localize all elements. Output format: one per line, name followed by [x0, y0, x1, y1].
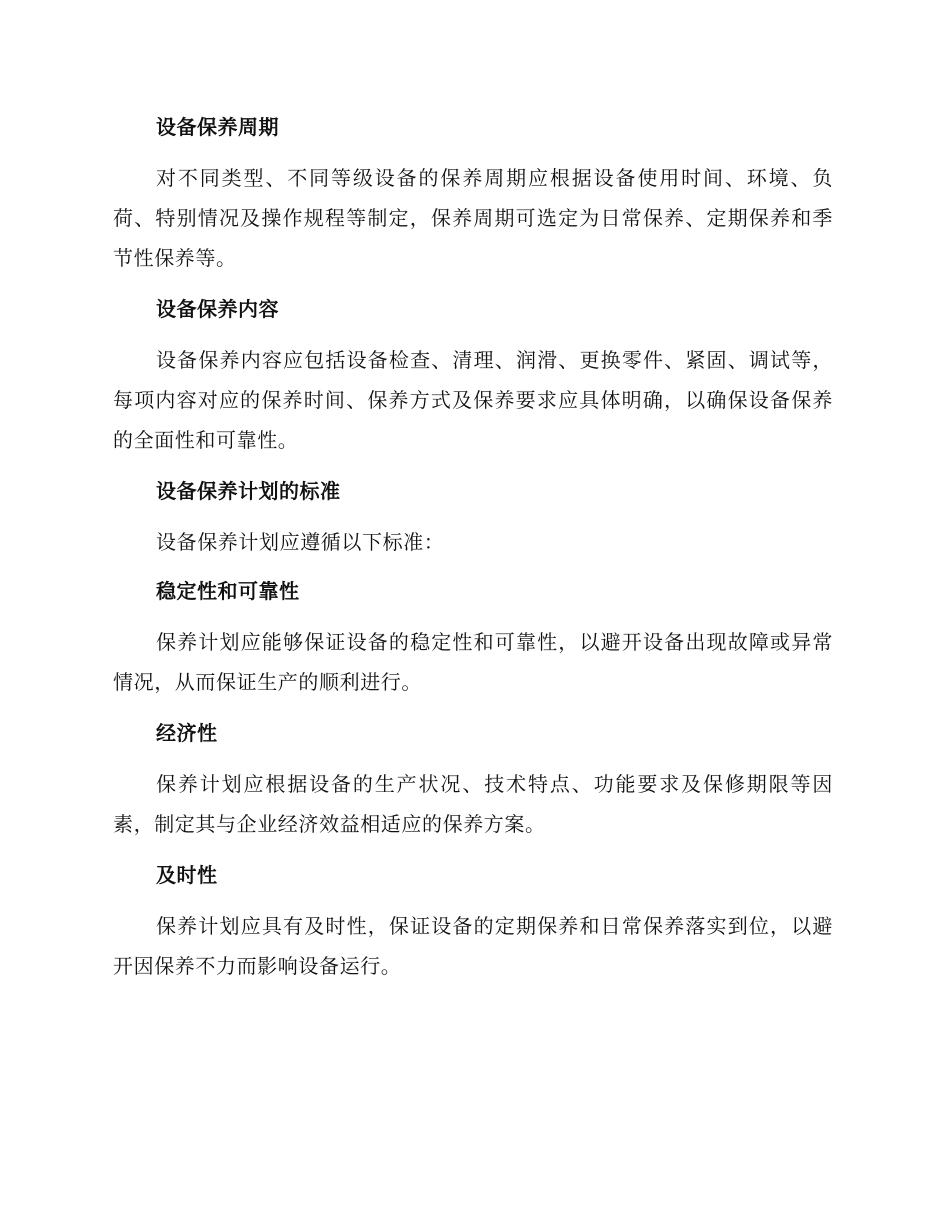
section-heading-timeliness: 及时性	[156, 863, 218, 887]
section-heading-stability-reliability: 稳定性和可靠性	[156, 579, 300, 603]
section-heading-economy: 经济性	[156, 721, 218, 745]
section-paragraph-timeliness: 保养计划应具有及时性，保证设备的定期保养和日常保养落实到位，以避开因保养不力而影响设备运行。	[113, 914, 833, 978]
section-paragraph-stability-reliability: 保养计划应能够保证设备的稳定性和可靠性，以避开设备出现故障或异常情况，从而保证生产的顺利进行。	[113, 630, 833, 694]
section-paragraph-economy: 保养计划应根据设备的生产状况、技术特点、功能要求及保修期限等因素，制定其与企业经济效益相适应的保养方案。	[113, 772, 833, 836]
document-body	[113, 106, 833, 996]
section-paragraph-maintenance-cycle: 对不同类型、不同等级设备的保养周期应根据设备使用时间、环境、负荷、特别情况及操作规程等制定，保养周期可选定为日常保养、定期保养和季节性保养等。	[113, 166, 833, 270]
section-paragraph-plan-standards: 设备保养计划应遵循以下标准：	[156, 530, 445, 554]
section-paragraph-maintenance-content: 设备保养内容应包括设备检查、清理、润滑、更换零件、紧固、调试等，每项内容对应的保养时间、保养方式及保养要求应具体明确，以确保设备保养的全面性和可靠性。	[113, 348, 833, 452]
section-heading-plan-standards: 设备保养计划的标准	[156, 479, 341, 503]
section-heading-maintenance-cycle: 设备保养周期	[156, 115, 279, 139]
section-heading-maintenance-content: 设备保养内容	[156, 297, 279, 321]
